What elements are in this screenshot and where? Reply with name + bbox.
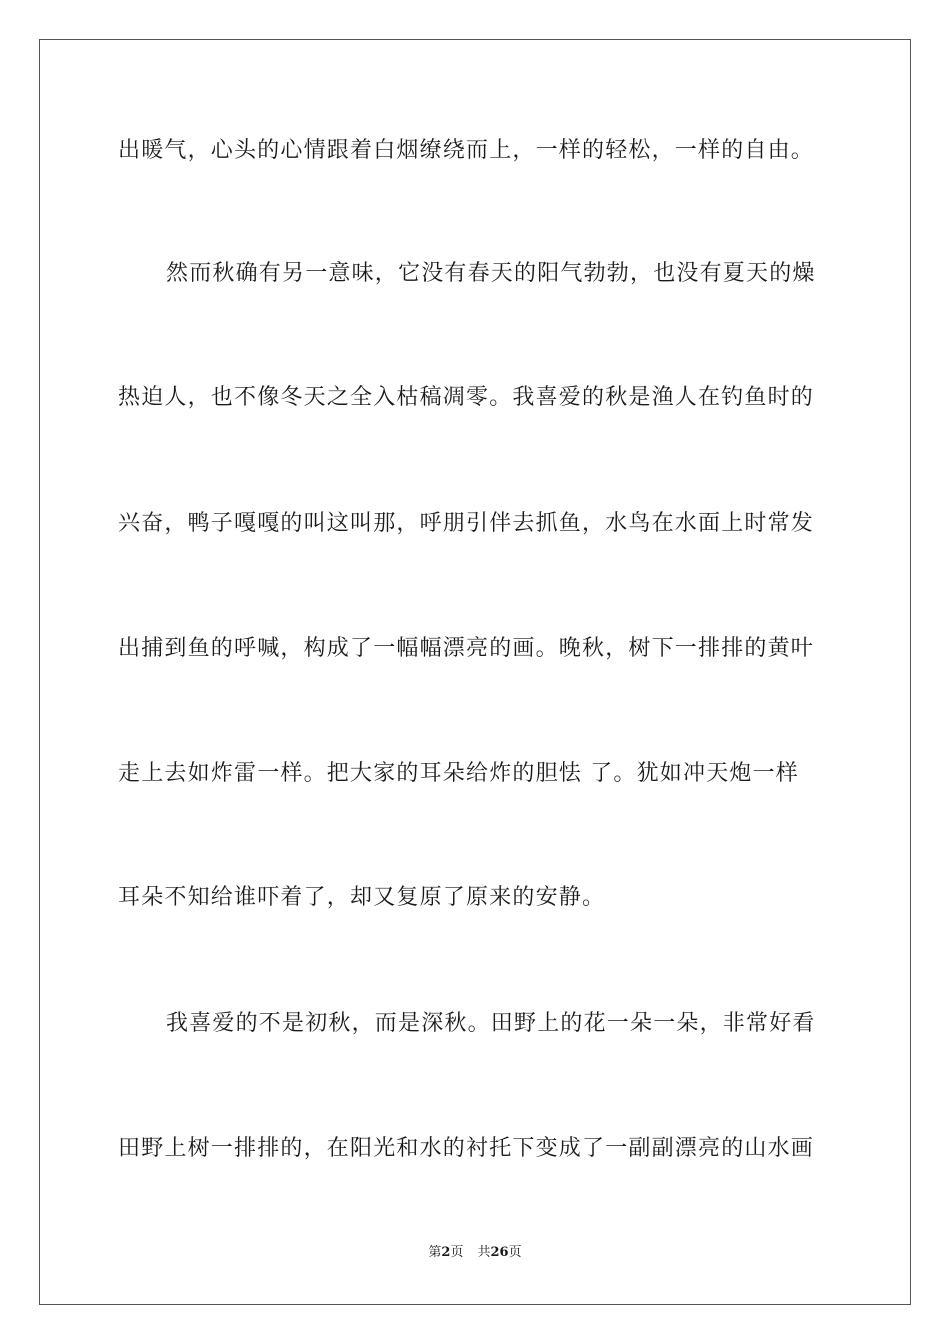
page-number: 2 [441, 1245, 451, 1260]
text-line-8: 我喜爱的不是初秋，而是深秋。田野上的花一朵一朵，非常好看 [166, 1011, 816, 1036]
text-line-5: 出捕到鱼的呼喊，构成了一幅幅漂亮的画。晚秋，树下一排排的黄叶 [118, 636, 815, 661]
text-line-6: 走上去如炸雷一样。把大家的耳朵给炸的胆怯 了。犹如冲天炮一样 [118, 761, 799, 786]
page-prefix: 第 [428, 1245, 442, 1260]
total-suffix: 页 [508, 1245, 522, 1260]
text-line-3: 热迫人，也不像冬天之全入枯稿凋零。我喜爱的秋是渔人在钓鱼时的 [118, 385, 815, 410]
text-line-2: 然而秋确有另一意味，它没有春天的阳气勃勃，也没有夏天的燥 [166, 261, 816, 286]
text-line-4: 兴奋，鸭子嘎嘎的叫这叫那，呼朋引伴去抓鱼，水鸟在水面上时常发 [118, 511, 815, 536]
total-prefix: 共 [477, 1245, 491, 1260]
text-line-7: 耳朵不知给谁吓着了，却又复原了原来的安静。 [118, 885, 606, 910]
page-footer [0, 1244, 950, 1262]
text-line-1: 出暖气，心头的心情跟着白烟缭绕而上，一样的轻松，一样的自由。 [118, 138, 815, 163]
total-pages: 26 [490, 1245, 509, 1260]
text-line-9: 田野上树一排排的，在阳光和水的衬托下变成了一副副漂亮的山水画 [118, 1136, 815, 1161]
page-border [39, 39, 911, 1305]
page-suffix: 页 [450, 1245, 464, 1260]
